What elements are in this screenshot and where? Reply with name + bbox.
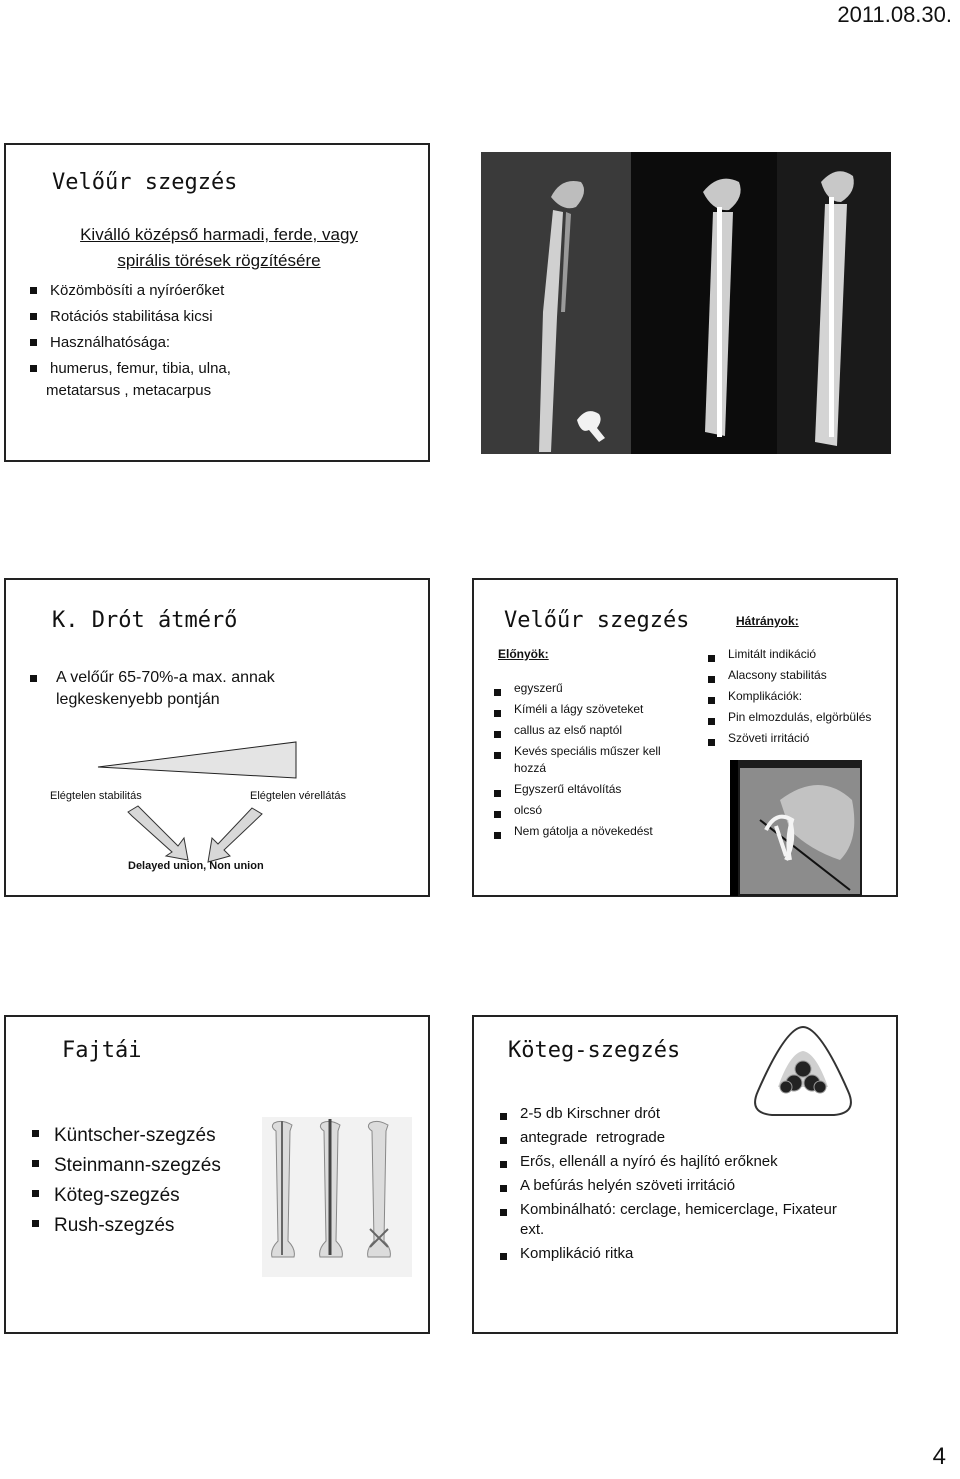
slide-title: Velőűr szegzés [504,608,690,633]
slide-title: Velőűr szegzés [52,170,238,195]
pros-list [492,680,702,840]
cons-item: Szöveti irritáció [706,730,896,747]
arrow-right [208,808,262,862]
bundle-item: 2-5 db Kirschner drót [498,1104,878,1124]
type-item: Köteg-szegzés [30,1181,221,1211]
bullet-line-2: legkeskenyebb pontján [56,691,220,708]
xray-images [481,152,891,454]
bullet-item: Közömbösíti a nyíróerőket [28,278,231,304]
pros-item: egyszerű [492,680,702,697]
slide-bullet-list [28,278,231,382]
xray-images-panel [481,152,891,454]
type-item: Rush-szegzés [30,1211,221,1241]
complication-xray [730,760,862,896]
taper-wedge [98,742,296,778]
bundle-item: Kombinálható: cerclage, hemicerclage, Fixateur ext. [498,1200,860,1240]
slide-wire-diameter [4,578,430,897]
label-insufficient-blood-supply: Elégtelen vérellátás [250,790,347,802]
bullet-item: humerus, femur, tibia, ulna, [28,356,231,382]
bundle-item: Komplikáció ritka [498,1244,878,1264]
bullet-continuation: metatarsus , metacarpus [46,382,212,399]
pros-item: olcsó [492,802,702,819]
slide-title: Köteg-szegzés [508,1038,681,1063]
label-insufficient-stability: Elégtelen stabilitás [50,790,142,802]
pros-item: Kevés speciális műszer kell hozzá [492,743,684,777]
label-delayed-union: Delayed union, Non union [128,860,264,872]
complication-xray-image [730,760,862,896]
bundle-list [498,1104,878,1264]
cons-heading: Hátrányok: [736,614,799,628]
pros-item: Egyszerű eltávolítás [492,781,702,798]
subtitle-line-1: Kiválló középső harmadi, ferde, vagy [80,225,358,244]
slide-subtitle [6,222,432,274]
slide-types [4,1015,430,1334]
pros-item: Nem gátolja a növekedést [492,823,702,840]
pros-item: Kíméli a lágy szöveteket [492,701,702,718]
femur-illustrations [262,1117,412,1277]
subtitle-line-2: spirális törések rögzítésére [117,251,321,270]
bullet-item: Rotációs stabilitása kicsi [28,304,231,330]
bundle-item: Erős, ellenáll a nyíró és hajlító erőknek [498,1152,878,1172]
cons-item: Komplikációk: [706,688,896,705]
type-item: Küntscher-szegzés [30,1121,221,1151]
types-list [30,1121,221,1241]
pros-item: callus az első naptól [492,722,702,739]
bullet-item: Használhatósága: [28,330,231,356]
cons-item: Pin elmozdulás, elgörbülés [706,709,896,726]
bullet-line-1: A velőűr 65-70%-a max. annak [56,669,275,686]
type-item: Steinmann-szegzés [30,1151,221,1181]
page-number: 4 [932,1443,946,1470]
cons-list [706,646,896,747]
slide-intramedullary-pinning [4,143,430,462]
slide-pros-cons [472,578,898,897]
taper-diagram [6,580,432,899]
slide-title: Fajtái [62,1038,142,1063]
bundle-item: A befúrás helyén szöveti irritáció [498,1176,878,1196]
slide-bundle-pinning [472,1015,898,1334]
page-date: 2011.08.30. [837,2,952,27]
bundle-item: antegrade retrograde [498,1128,878,1148]
pros-heading: Előnyök: [498,647,549,661]
slide-title: K. Drót átmérő [52,608,238,633]
cons-item: Limitált indikáció [706,646,896,663]
cons-item: Alacsony stabilitás [706,667,896,684]
arrow-left [128,806,188,860]
